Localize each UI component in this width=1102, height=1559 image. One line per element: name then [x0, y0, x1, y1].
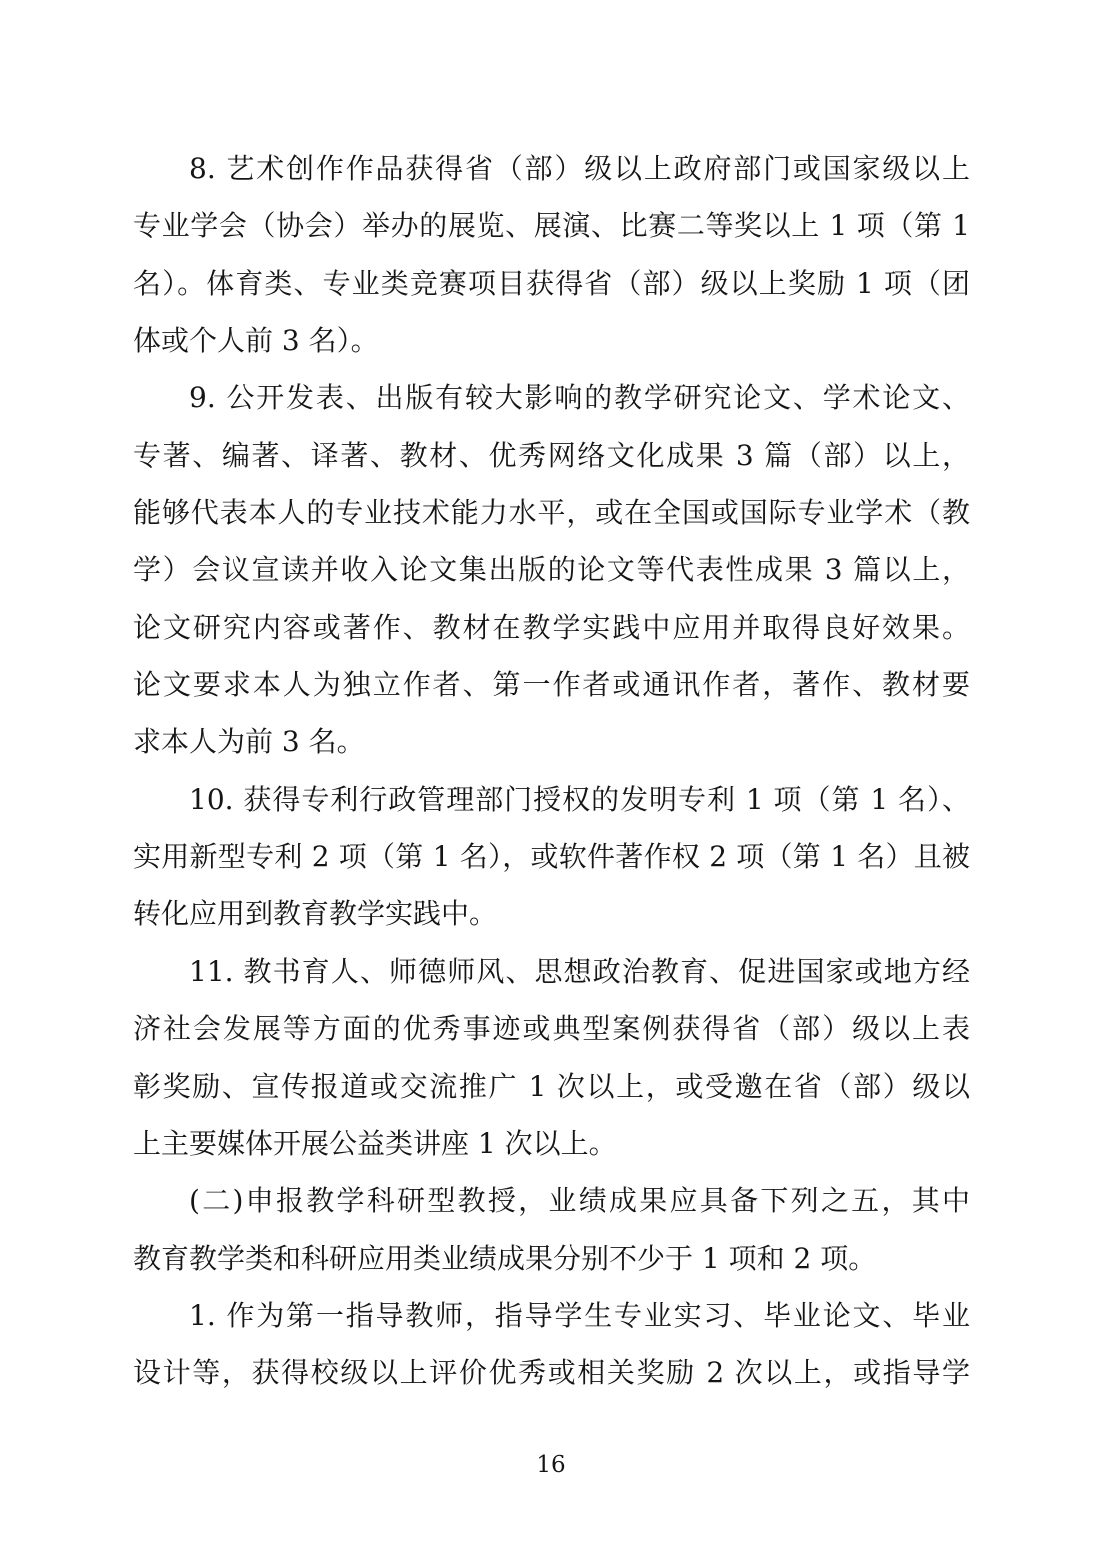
- text-line: 能够代表本人的专业技术能力水平，或在全国或国际专业学术（教: [133, 496, 970, 530]
- text-line: 8. 艺术创作作品获得省（部）级以上政府部门或国家级以上: [189, 152, 970, 185]
- text-line: 1. 作为第一指导教师，指导学生专业实习、毕业论文、毕业: [189, 1298, 970, 1332]
- text-line: 设计等，获得校级以上评价优秀或相关奖励 2 次以上，或指导学: [133, 1356, 970, 1390]
- text-line: 名）。体育类、专业类竞赛项目获得省（部）级以上奖励 1 项（团: [133, 266, 970, 300]
- text-line: 济社会发展等方面的优秀事迹或典型案例获得省（部）级以上表: [133, 1012, 970, 1046]
- text-line: 彰奖励、宣传报道或交流推广 1 次以上，或受邀在省（部）级以: [133, 1069, 970, 1103]
- text-line: 专业学会（协会）举办的展览、展演、比赛二等奖以上 1 项（第 1: [133, 209, 970, 243]
- paragraph-section-2: [133, 1172, 970, 1287]
- page-number: 16: [536, 1452, 566, 1478]
- text-line: 9. 公开发表、出版有较大影响的教学研究论文、学术论文、: [189, 381, 970, 415]
- text-line: 11. 教书育人、师德师风、思想政治教育、促进国家或地方经: [189, 954, 970, 988]
- text-line: 10. 获得专利行政管理部门授权的发明专利 1 项（第 1 名）、: [189, 782, 970, 816]
- paragraph-item-9: [133, 369, 970, 770]
- text-line: 专著、编著、译著、教材、优秀网络文化成果 3 篇（部）以上，: [133, 438, 970, 472]
- paragraph-item-1: [133, 1287, 970, 1402]
- text-line: 上主要媒体开展公益类讲座 1 次以上。: [133, 1126, 617, 1160]
- text-line: 实用新型专利 2 项（第 1 名），或软件著作权 2 项（第 1 名）且被: [133, 840, 970, 874]
- text-line: 论文研究内容或著作、教材在教学实践中应用并取得良好效果。: [133, 610, 970, 644]
- text-line: 求本人为前 3 名。: [133, 725, 365, 759]
- paragraph-item-11: [133, 943, 970, 1172]
- text-line: 教育教学类和科研应用类业绩成果分别不少于 1 项和 2 项。: [133, 1241, 877, 1275]
- text-line: 论文要求本人为独立作者、第一作者或通讯作者，著作、教材要: [133, 668, 970, 702]
- document-body: [133, 140, 970, 1402]
- text-line: 体或个人前 3 名）。: [133, 324, 379, 358]
- text-line: 转化应用到教育教学实践中。: [133, 897, 498, 931]
- text-line: (二)申报教学科研型教授，业绩成果应具备下列之五，其中: [189, 1184, 970, 1218]
- paragraph-item-8: [133, 140, 970, 369]
- paragraph-item-10: [133, 771, 970, 943]
- text-line: 学）会议宣读并收入论文集出版的论文等代表性成果 3 篇以上，: [133, 553, 970, 587]
